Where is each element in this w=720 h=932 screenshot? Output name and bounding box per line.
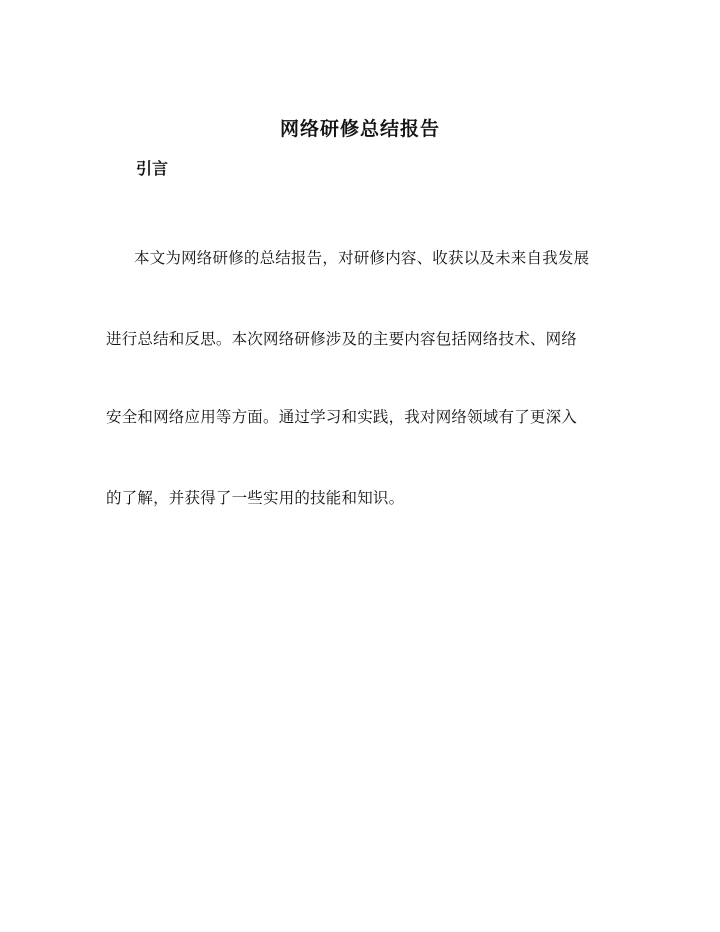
paragraph-line: 安全和网络应用等方面。通过学习和实践，我对网络领域有了更深入: [106, 408, 578, 426]
paragraph-line: 本文为网络研修的总结报告，对研修内容、收获以及未来自我发展: [134, 249, 590, 267]
paragraph-line: 进行总结和反思。本次网络研修涉及的主要内容包括网络技术、网络: [106, 330, 578, 348]
paragraph-line: 的了解，并获得了一些实用的技能和知识。: [106, 489, 405, 507]
section-heading-introduction: 引言: [136, 159, 169, 178]
document-title: 网络研修总结报告: [279, 118, 440, 140]
